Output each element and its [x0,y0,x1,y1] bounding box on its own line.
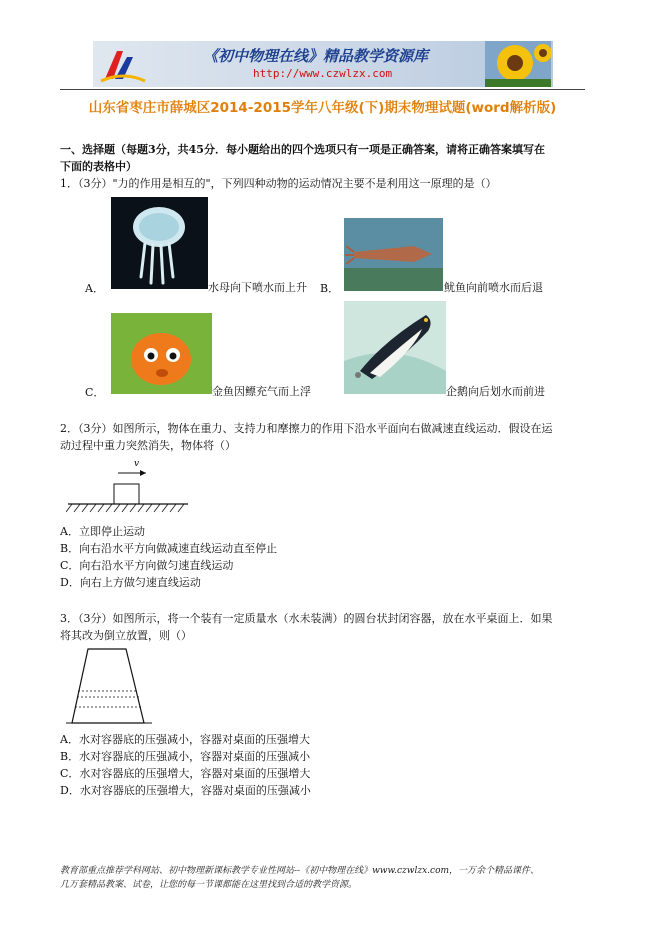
banner-title: 《初中物理在线》精品教学资源库 [203,47,429,65]
block-on-surface-figure [66,456,190,518]
q1-option-b-text: 鱿鱼向前喷水而后退 [444,281,543,294]
penguin-image [344,301,446,394]
q2-stem-line1: 2．（3分）如图所示，物体在重力、支持力和摩擦力的作用下沿水平面向右做减速直线运动．假设在运 [60,422,553,435]
q2-option-c: C．向右沿水平方向做匀速直线运动 [60,559,234,572]
q2-option-a: A．立即停止运动 [60,525,145,538]
q2-stem-line2: 动过程中重力突然消失，物体将（） [60,439,236,452]
q3-option-b: B．水对容器底的压强减小，容器对桌面的压强减小 [60,750,311,763]
jellyfish-image [111,197,208,289]
q3-option-c: C．水对容器底的压强增大，容器对桌面的压强增大 [60,767,311,780]
q3-option-a: A．水对容器底的压强减小，容器对桌面的压强增大 [60,733,310,746]
footer-line2: 几万套精品教案、试卷，让您的每一节课都能在这里找到合适的教学资源。 [60,880,358,890]
q1-option-a-text: 水母向下喷水而上升 [208,281,307,294]
page-footer [60,864,620,892]
sunflower-icon [485,41,551,87]
velocity-label: v [134,459,140,469]
q1-option-d-text: 企鹅向后划水而前进 [446,385,545,398]
q2-option-d: D．向右上方做匀速直线运动 [60,576,201,589]
site-logo-icon [97,43,149,85]
document-title: 山东省枣庄市薛城区2014-2015学年八年级(下)期末物理试题(word解析版) [88,100,557,116]
goldfish-image [111,313,212,394]
banner-url[interactable]: http://www.czwlzx.com [253,67,393,80]
squid-image [344,218,443,291]
q1-option-c-label: C． [85,386,105,399]
q3-stem-line2: 将其改为倒立放置，则（） [60,629,192,642]
q1-option-c-text: 金鱼因鳔充气而上浮 [212,385,311,398]
frustum-container-figure [66,645,152,727]
q3-stem-line1: 3．（3分）如图所示，将一个装有一定质量水（水未装满）的圆台状封闭容器，放在水平桌面上．如果 [60,612,553,625]
q1-option-a-label: A． [85,282,104,295]
section-heading-line1: 一、选择题（每题3分，共45分．每小题给出的四个选项只有一项是正确答案，请将正确答案填写在 [60,143,545,156]
q3-option-d: D．水对容器底的压强增大，容器对桌面的压强减小 [60,784,311,797]
section-heading-line2: 下面的表格中） [60,160,137,173]
q2-option-b: B．向右沿水平方向做减速直线运动直至停止 [60,542,278,555]
q1-option-b-label: B． [320,282,340,295]
header-divider [60,89,585,90]
header-banner [93,41,553,87]
q1-stem: 1．（3分）"力的作用是相互的"，下列四种动物的运动情况主要不是利用这一原理的是（） [60,177,497,190]
footer-line1: 教育部重点推荐学科网站、初中物理新课标教学专业性网站--《初中物理在线》www.czwlzx.com，一万余个精品课件、 [60,866,540,876]
